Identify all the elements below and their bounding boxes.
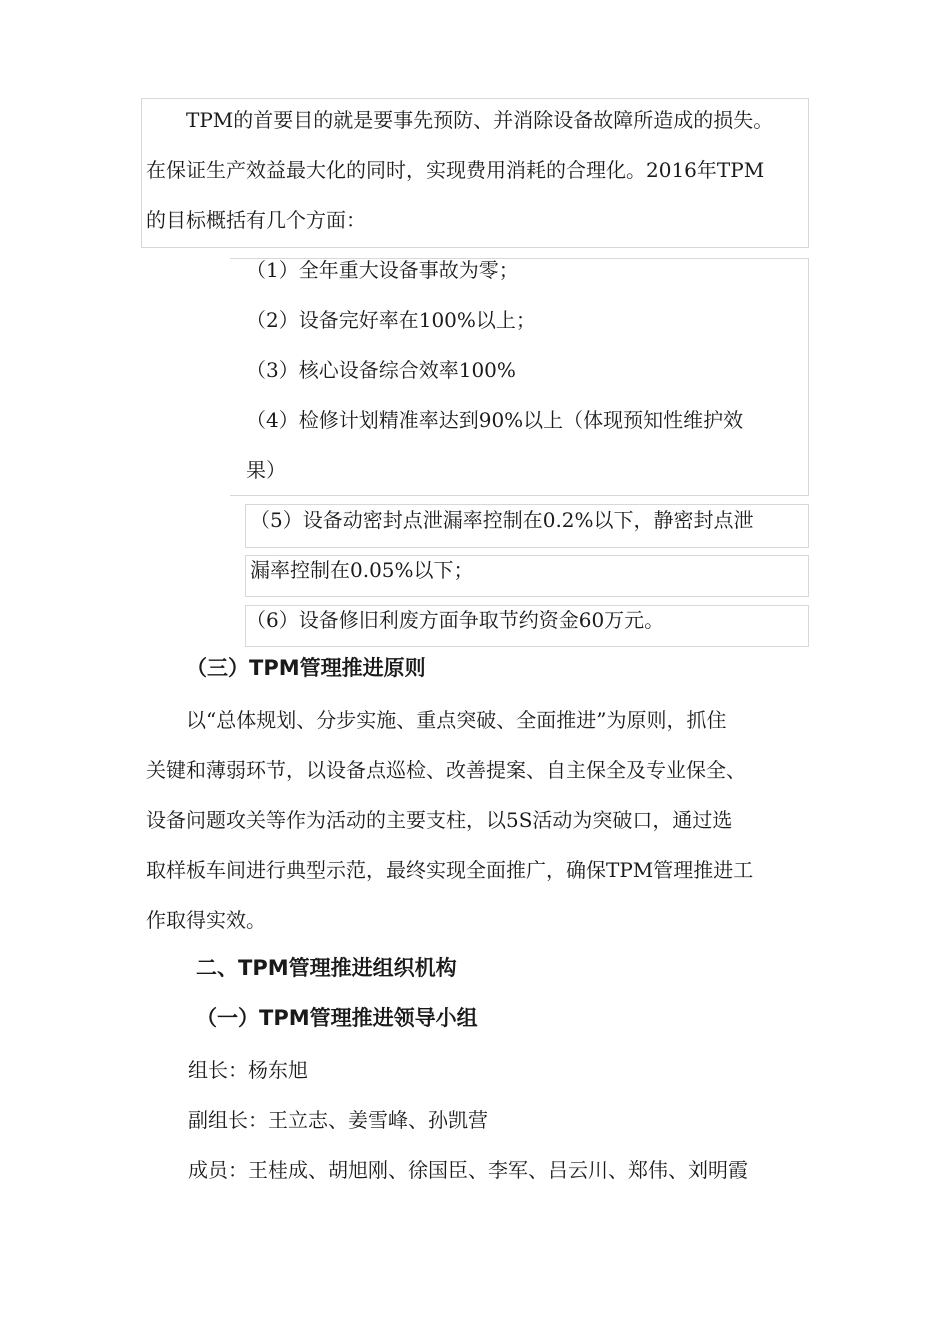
goal-1: （1）全年重大设备事故为零；	[246, 258, 519, 282]
section-3-para-line-1: 以“总体规划、分步实施、重点突破、全面推进”为原则，抓住	[186, 708, 727, 732]
section-3-para-line-5: 作取得实效。	[146, 908, 266, 932]
goal-4-line-2: 果）	[246, 458, 286, 482]
intro-line-1: TPM的首要目的就是要事先预防、并消除设备故障所造成的损失。	[186, 108, 774, 132]
intro-line-2: 在保证生产效益最大化的同时，实现费用消耗的合理化。2016年TPM	[146, 158, 765, 182]
section-3-para-line-4: 取样板车间进行典型示范，最终实现全面推广，确保TPM管理推进工	[146, 858, 754, 882]
team-leader: 组长：杨东旭	[188, 1058, 308, 1082]
goal-2: （2）设备完好率在100%以上；	[246, 308, 536, 332]
goal-5-line-1: （5）设备动密封点泄漏率控制在0.2%以下，静密封点泄	[250, 508, 754, 532]
goal-5-line-2: 漏率控制在0.05%以下；	[250, 558, 474, 582]
goal-4-line-1: （4）检修计划精准率达到90%以上（体现预知性维护效	[246, 408, 744, 432]
goal-6: （6）设备修旧利废方面争取节约资金60万元。	[246, 608, 665, 632]
intro-line-3: 的目标概括有几个方面：	[146, 208, 366, 232]
section-two-sub-heading: （一）TPM管理推进领导小组	[196, 1006, 478, 1030]
goal-3: （3）核心设备综合效率100%	[246, 358, 516, 382]
team-deputy: 副组长：王立志、姜雪峰、孙凯营	[188, 1108, 488, 1132]
team-members: 成员：王桂成、胡旭刚、徐国臣、李军、吕云川、郑伟、刘明霞	[188, 1158, 748, 1182]
section-3-heading: （三）TPM管理推进原则	[186, 656, 426, 680]
section-two-heading: 二、TPM管理推进组织机构	[196, 956, 457, 980]
section-3-para-line-3: 设备问题攻关等作为活动的主要支柱，以5S活动为突破口，通过选	[146, 808, 733, 832]
section-3-para-line-2: 关键和薄弱环节，以设备点巡检、改善提案、自主保全及专业保全、	[146, 758, 746, 782]
